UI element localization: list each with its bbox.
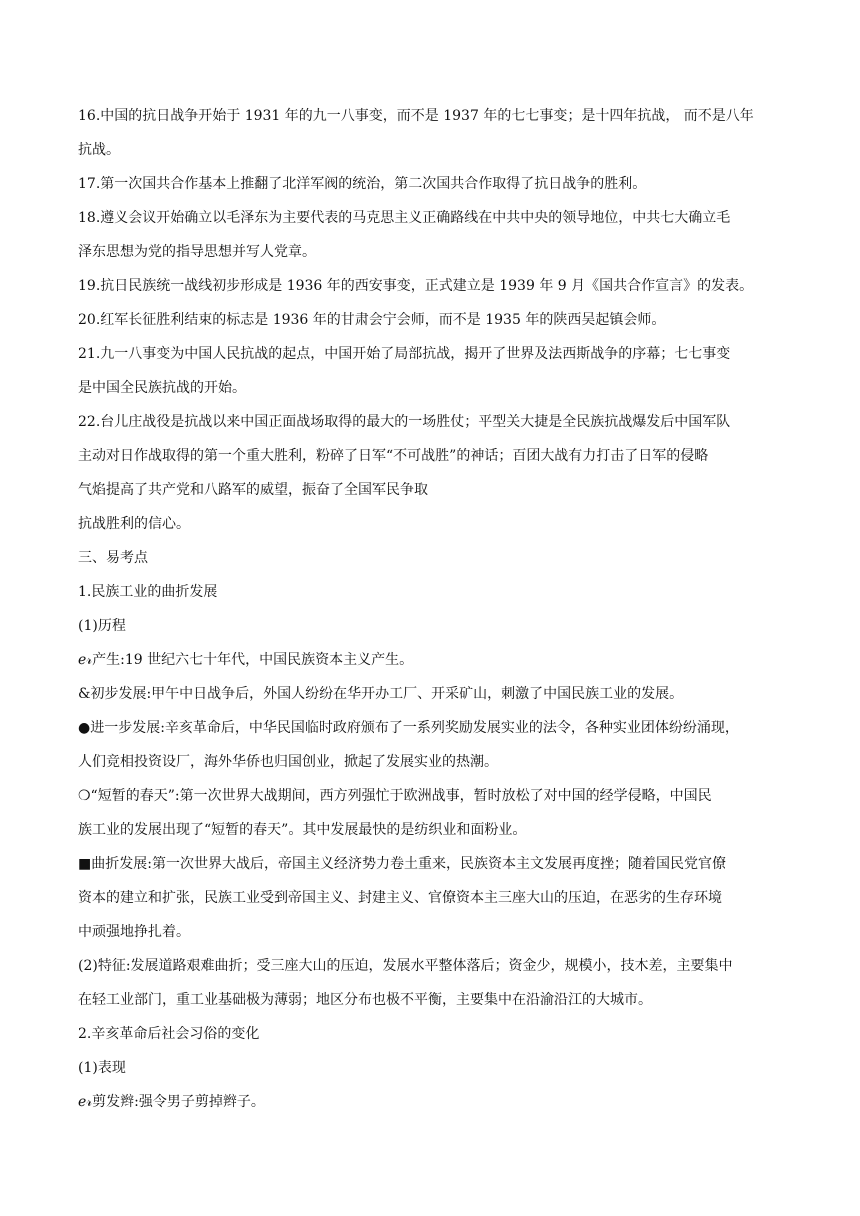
text-line: 资本的建立和扩张，民族工业受到帝国主义、封建主义、官僚资本主三座大山的压迫，在恶劣的生存环境	[78, 890, 722, 906]
text-line: 气焰提高了共产党和八路军的威望，振奋了全国军民争取	[78, 482, 428, 498]
text-line: ℯ𝓇产生:19 世纪六七十年代，中国民族资本主义产生。	[78, 652, 414, 668]
text-line: 中顽强地挣扎着。	[78, 924, 190, 940]
text-line: 20.红军长征胜利结束的标志是 1936 年的甘肃会宁会师，而不是 1935 年的陕西吴起镇会师。	[78, 312, 666, 328]
text-line: 16.中国的抗日战争开始于 1931 年的九一八事变，而不是 1937 年的七七事变；是十四年抗战， 而不是八年	[78, 108, 754, 124]
subheading: (1)表现	[78, 1060, 126, 1076]
text-line: 在轻工业部门，重工业基础极为薄弱；地区分布也极不平衡，主要集中在沿渝沿江的大城市。	[78, 992, 652, 1008]
text-line: 泽东思想为党的指导思想并写人党章。	[78, 244, 316, 260]
text-line: ●进一步发展:辛亥革命后，中华民国临时政府颁布了一系列奖励发展实业的法令，各种实业团体纷纷涌现，	[78, 720, 739, 736]
text-line: 抗战胜利的信心。	[78, 516, 190, 532]
text-line: 是中国全民族抗战的开始。	[78, 380, 246, 396]
section-heading: 三、易考点	[78, 550, 148, 566]
text-line: ℯ𝓇剪发辫:强令男子剪掉辫子。	[78, 1094, 265, 1110]
text-line: 21.九一八事变为中国人民抗战的起点，中国开始了局部抗战，揭开了世界及法西斯战争的序幕；七七事变	[78, 346, 731, 362]
text-line: 18.遵义会议开始确立以毛泽东为主要代表的马克思主义正确路线在中共中央的领导地位，中共七大确立毛	[78, 210, 731, 226]
text-line: (2)特征:发展道路艰难曲折；受三座大山的压迫，发展水平整体落后；资金少，规模小，技木差，主要集中	[78, 958, 733, 974]
subheading: (1)历程	[78, 618, 126, 634]
text-line: 22.台儿庄战役是抗战以来中国正面战场取得的最大的一场胜仗；平型关大捷是全民族抗战爆发后中国军队	[78, 414, 731, 430]
text-line: 抗战。	[78, 142, 120, 158]
text-line: ■曲折发展:第一次世界大战后，帝国主义经济势力卷土重来，民族资本主文发展再度挫；随着国民党官僚	[78, 856, 726, 872]
text-line: 17.第一次国共合作基本上推翻了北洋军阀的统治，第二次国共合作取得了抗日战争的胜利。	[78, 176, 647, 192]
text-line: 人们竞相投资设厂，海外华侨也归国创业，掀起了发展实业的热潮。	[78, 754, 498, 770]
text-line: 19.抗日民族统一战线初步形成是 1936 年的西安事变，正式建立是 1939 年 9 月《国共合作宣言》的发表。	[78, 278, 754, 294]
text-line: &初步发展:甲午中日战争后，外国人纷纷在华开办工厂、开采矿山，刺激了中国民族工业的发展。	[78, 686, 684, 702]
text-line: 主动对日作战取得的第一个重大胜利，粉碎了日军“不可战胜”的神话；百团大战有力打击了日军的侵略	[78, 448, 709, 464]
text-line: ❍“短暂的春天”:第一次世界大战期间，西方列强忙于欧洲战事，暂时放松了对中国的经学侵略，中国民	[78, 788, 712, 804]
document-page	[78, 106, 788, 1113]
text-line: 族工业的发展出现了“短暂的春天”。其中发展最快的是纺织业和面粉业。	[78, 822, 527, 838]
subheading: 2.辛亥革命后社会习俗的变化	[78, 1026, 260, 1042]
subheading: 1.民族工业的曲折发展	[78, 584, 218, 600]
